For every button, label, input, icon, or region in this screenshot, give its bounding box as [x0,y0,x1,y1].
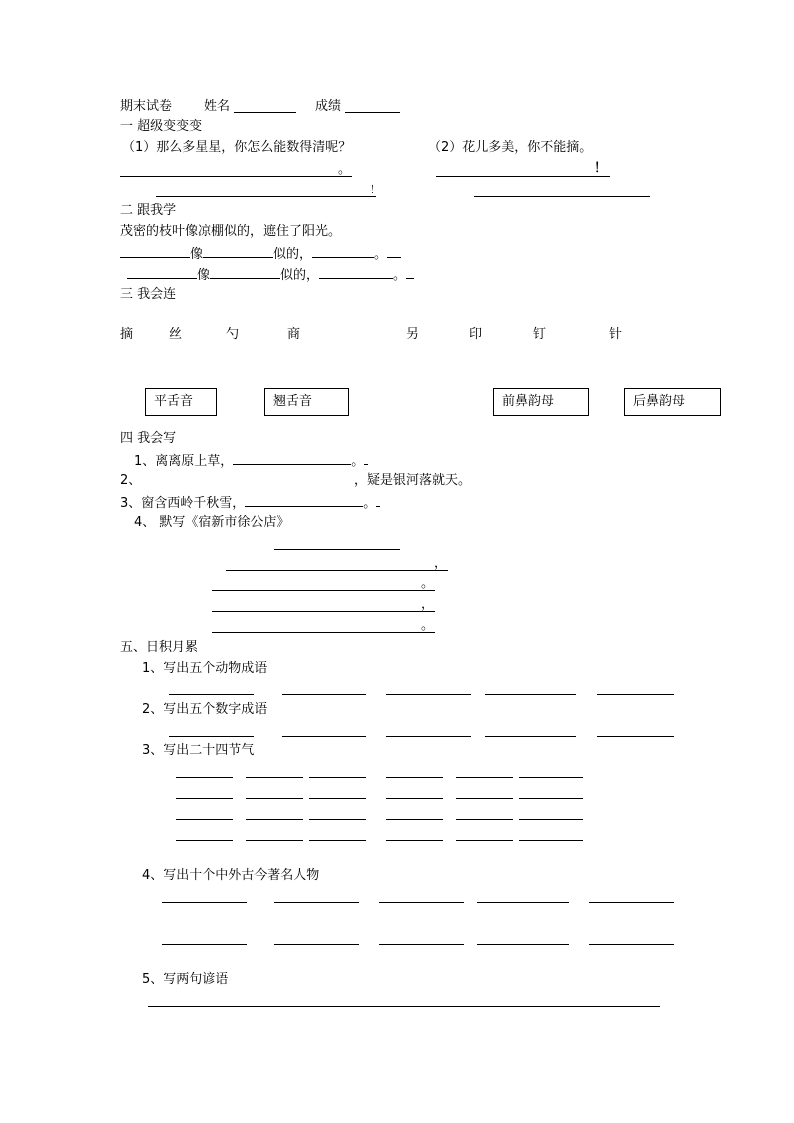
s1-answer-line-3[interactable] [156,196,376,197]
animal-idiom-line[interactable] [597,694,674,695]
s4-line-3 [120,494,380,512]
s2-blank[interactable] [210,266,280,279]
s1-question-2: （2）花儿多美，你不能摘。 [428,140,593,155]
solar-term-line[interactable] [519,777,583,778]
poem-line-2[interactable] [212,590,435,591]
s3-box-flat-tongue[interactable]: 平舌音 [145,388,217,416]
solar-term-line[interactable] [386,798,443,799]
s4-line-1 [134,452,368,470]
s4-l3-text: 3、窗含西岭千秋雪， [120,496,246,511]
animal-idiom-line[interactable] [282,694,366,695]
s4-blank-tail [376,494,380,507]
name-label: 姓名 [204,99,231,114]
s1-end-mark-3: ！ [370,185,380,196]
exam-title: 期末试卷 [120,99,173,114]
poem-line-4[interactable] [212,632,435,633]
poem-comma-1: ， [434,556,448,571]
s2-side: 似的， [280,268,320,283]
s4-line-4: 4、 默写《宿新市徐公店》 [134,515,290,530]
number-idiom-line[interactable] [386,736,471,737]
solar-term-line[interactable] [309,819,366,820]
poem-title-line[interactable] [274,549,400,550]
s1-end-mark-1: 。 [338,162,352,177]
s2-xiang: 像 [197,268,211,283]
s5-question-2: 2、写出五个数字成语 [142,702,268,717]
s5-question-1: 1、写出五个动物成语 [142,661,268,676]
number-idiom-line[interactable] [169,736,254,737]
s2-line-2 [127,266,414,284]
s2-example: 茂密的枝叶像凉棚似的，遮住了阳光。 [120,224,342,239]
s2-blank[interactable] [312,245,374,258]
solar-term-line[interactable] [386,777,443,778]
s2-blank-tail [406,266,414,279]
number-idiom-line[interactable] [282,736,366,737]
s1-question-1: （1）那么多星星，你怎么能数得清呢？ [122,140,352,155]
s3-char[interactable]: 钉 [533,327,547,342]
s2-blank[interactable] [203,245,273,258]
animal-idiom-line[interactable] [485,694,576,695]
s4-l2b: ，疑是银河落就天。 [354,473,472,488]
s3-char[interactable]: 另 [406,327,420,342]
s1-answer-line-1[interactable] [120,176,352,177]
s2-xiang: 像 [190,247,204,262]
solar-term-line[interactable] [456,777,513,778]
famous-person-line[interactable] [589,944,674,945]
s3-char[interactable]: 印 [469,327,483,342]
s5-question-3: 3、写出二十四节气 [142,743,255,758]
famous-person-line[interactable] [477,944,569,945]
section-5-title: 五、日积月累 [120,640,199,655]
s4-blank[interactable] [245,494,363,507]
number-idiom-line[interactable] [485,736,576,737]
s3-char[interactable]: 勺 [226,327,240,342]
solar-term-line[interactable] [386,819,443,820]
famous-person-line[interactable] [274,902,359,903]
s1-answer-line-2[interactable] [436,176,610,177]
solar-term-line[interactable] [309,840,366,841]
animal-idiom-line[interactable] [169,694,254,695]
famous-person-line[interactable] [162,944,247,945]
solar-term-line[interactable] [456,819,513,820]
s2-end: 。 [374,247,388,262]
s4-l1-end: 。 [351,454,365,469]
s3-char[interactable]: 丝 [169,327,183,342]
poem-line-3[interactable] [212,611,435,612]
s2-line-1 [120,245,401,263]
solar-term-line[interactable] [246,819,303,820]
famous-person-line[interactable] [162,902,247,903]
solar-term-line[interactable] [246,798,303,799]
proverb-line[interactable] [148,1006,660,1007]
solar-term-line[interactable] [246,840,303,841]
section-1-title: 一 超级变变变 [120,119,203,134]
s5-question-5: 5、写两句谚语 [142,972,229,987]
section-3-title: 三 我会连 [120,287,177,302]
s4-l3-end: 。 [363,496,377,511]
animal-idiom-line[interactable] [386,694,471,695]
s2-end: 。 [393,268,407,283]
s2-blank[interactable] [319,266,393,279]
famous-person-line[interactable] [274,944,359,945]
famous-person-line[interactable] [379,944,464,945]
name-field[interactable] [234,112,296,113]
famous-person-line[interactable] [379,902,464,903]
s4-l2a: 2、 [120,473,142,488]
s4-blank-tail [364,452,368,465]
solar-term-line[interactable] [519,840,583,841]
solar-term-line[interactable] [309,777,366,778]
solar-term-line[interactable] [519,798,583,799]
solar-term-line[interactable] [456,840,513,841]
solar-term-line[interactable] [309,798,366,799]
s1-end-mark-2: ！ [594,161,608,176]
s3-box-front-nasal[interactable]: 前鼻韵母 [493,388,589,416]
section-2-title: 二 跟我学 [120,203,177,218]
solar-term-line[interactable] [519,819,583,820]
s5-question-4: 4、写出十个中外古今著名人物 [142,868,320,883]
solar-term-line[interactable] [386,840,443,841]
s3-box-back-nasal[interactable]: 后鼻韵母 [624,388,721,416]
solar-term-line[interactable] [456,798,513,799]
solar-term-line[interactable] [176,777,233,778]
poem-period-2: 。 [421,618,435,633]
solar-term-line[interactable] [176,819,233,820]
solar-term-line[interactable] [176,798,233,799]
score-field[interactable] [345,112,400,113]
s3-char[interactable]: 摘 [120,327,134,342]
famous-person-line[interactable] [477,902,569,903]
s3-char[interactable]: 针 [609,327,623,342]
poem-comma-2: ， [421,597,435,612]
s2-blank[interactable] [127,266,197,279]
s3-box-retroflex[interactable]: 翘舌音 [264,388,349,416]
solar-term-line[interactable] [246,777,303,778]
s3-char[interactable]: 商 [287,327,301,342]
famous-person-line[interactable] [589,902,674,903]
s2-blank[interactable] [120,245,190,258]
poem-line-1[interactable] [226,570,448,571]
s4-blank[interactable] [233,452,351,465]
section-4-title: 四 我会写 [120,431,177,446]
poem-period-1: 。 [421,576,435,591]
s2-side: 似的， [273,247,313,262]
number-idiom-line[interactable] [597,736,674,737]
s1-answer-line-4[interactable] [474,196,650,197]
s2-blank-tail [387,245,401,258]
score-label: 成绩 [315,99,342,114]
s4-l1-text: 1、离离原上草， [134,454,234,469]
solar-term-line[interactable] [176,840,233,841]
